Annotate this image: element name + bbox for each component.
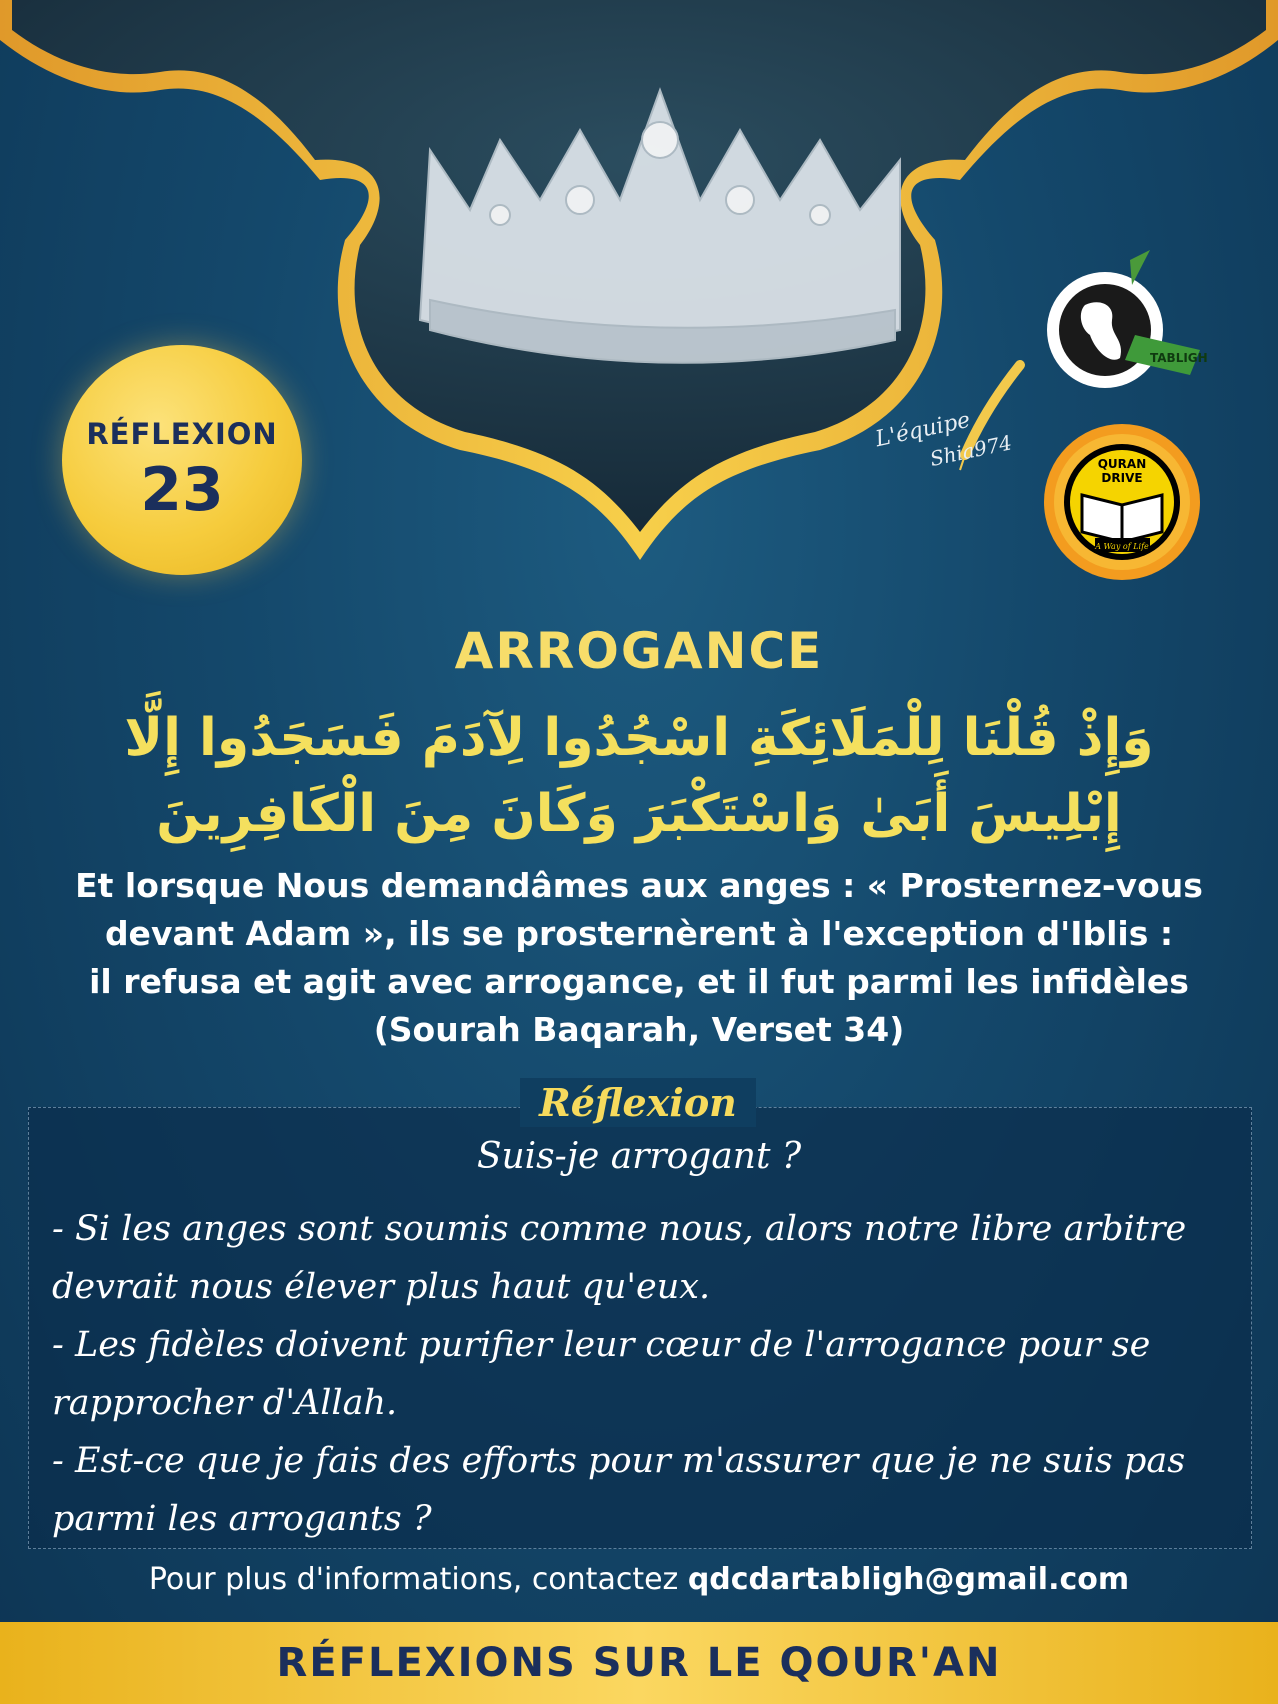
verse-translation — [40, 862, 1238, 1054]
signature-logo — [870, 360, 1045, 480]
quran-drive-logo — [1040, 420, 1205, 585]
quran-drive-text-2: DRIVE — [1101, 471, 1143, 485]
verse-reference: (Sourah Baqarah, Verset 34) — [373, 1010, 905, 1049]
reflection-point: - Les fidèles doivent purifier leur cœur de l'arrogance pour se rapprocher d'Allah. — [52, 1325, 1151, 1423]
contact-line — [0, 1562, 1278, 1597]
page-title: ARROGANCE — [454, 622, 824, 680]
reflection-number-badge — [62, 345, 302, 575]
svg-text:Shia974: Shia974 — [927, 430, 1014, 472]
translation-line: il refusa et agit avec arrogance, et il fut parmi les infidèles — [89, 962, 1189, 1001]
reflection-question: Suis-je arrogant ? — [476, 1136, 802, 1177]
footer-title: RÉFLEXIONS SUR LE QOUR'AN — [276, 1640, 1002, 1686]
badge-number: 23 — [140, 455, 224, 525]
quran-drive-tagline: A Way of Life — [1095, 542, 1149, 551]
translation-line: devant Adam », ils se prosternèrent à l'exception d'Iblis : — [104, 914, 1174, 953]
tabligh-logo-text: TABLIGH — [1150, 351, 1208, 365]
contact-email-link[interactable]: qdcdartabligh@gmail.com — [687, 1562, 1130, 1597]
footer-bar — [0, 1622, 1278, 1704]
reflection-point: - Est-ce que je fais des efforts pour m'assurer que je ne suis pas parmi les arrogants ? — [52, 1441, 1186, 1539]
badge-label: RÉFLEXION — [86, 417, 278, 451]
reflection-point: - Si les anges sont soumis comme nous, alors notre libre arbitre devrait nous élever plus haut qu'eux. — [52, 1209, 1187, 1307]
reflection-heading: Réflexion — [520, 1078, 756, 1127]
contact-prefix: Pour plus d'informations, contactez — [148, 1562, 688, 1597]
translation-line: Et lorsque Nous demandâmes aux anges : « Prosternez-vous — [75, 866, 1203, 905]
reflection-points — [52, 1200, 1232, 1548]
tabligh-globe-logo — [1040, 240, 1210, 400]
arabic-verse: وَإِذْ قُلْنَا لِلْمَلَائِكَةِ اسْجُدُوا لِآدَمَ فَسَجَدُوا إِلَّا إِبْلِيسَ أَبَىٰ وَاسْتَكْبَرَ وَكَانَ مِنَ الْكَافِرِينَ — [124, 708, 1154, 844]
svg-text:L'équipe: L'équipe — [873, 407, 973, 453]
quran-drive-text-1: QURAN — [1097, 457, 1147, 471]
